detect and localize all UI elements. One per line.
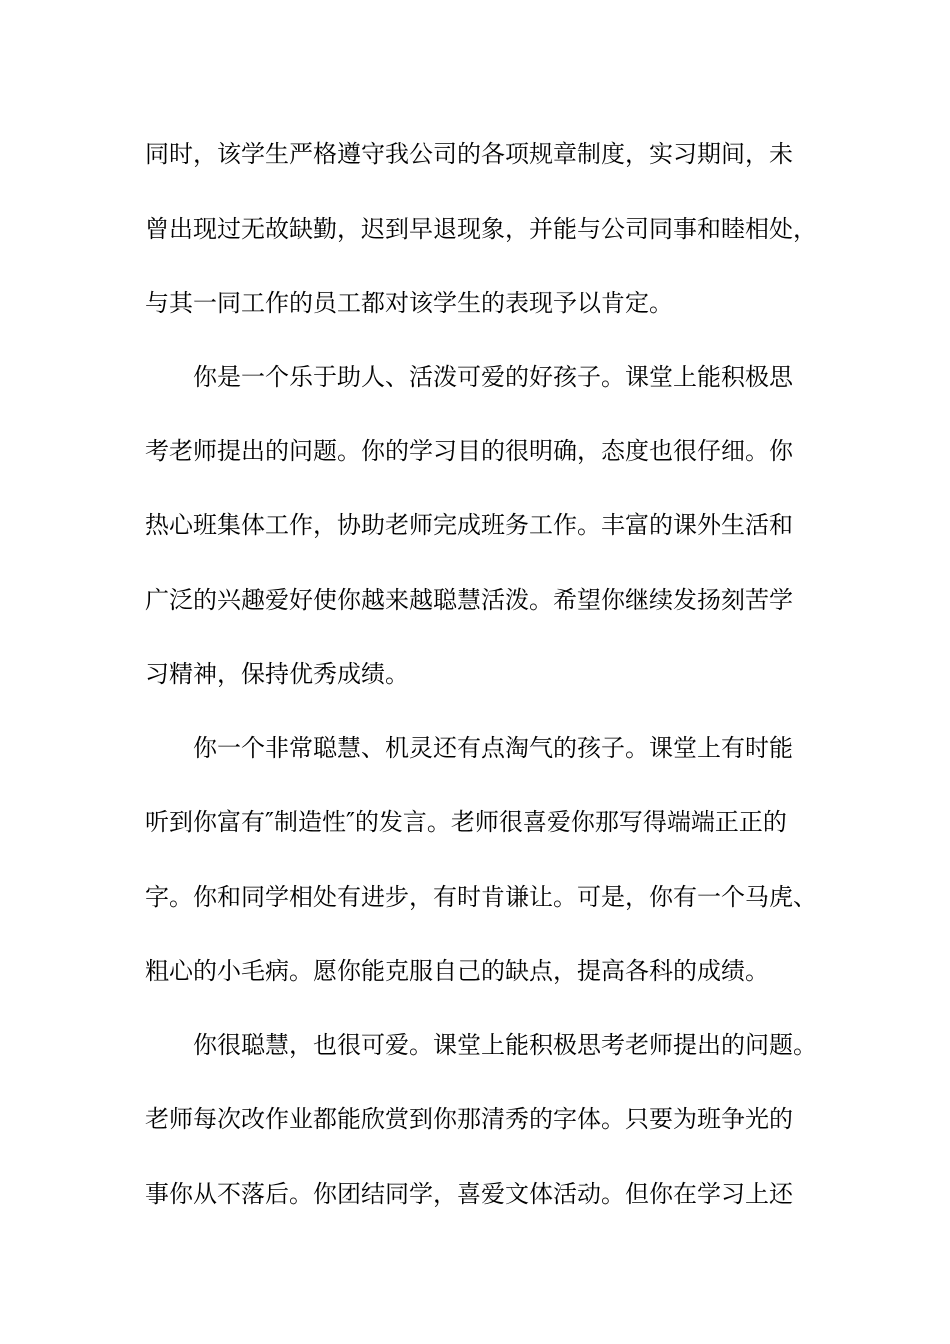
text-line: 考老师提出的问题。你的学习目的很明确，态度也很仔细。你 (145, 437, 793, 465)
text-line: 听到你富有″制造性″的发言。老师很喜爱你那写得端端正正的 (145, 808, 787, 836)
text-line: 与其一同工作的员工都对该学生的表现予以肯定。 (145, 289, 673, 317)
text-line: 同时，该学生严格遵守我公司的各项规章制度，实习期间，未 (145, 140, 793, 168)
text-line: 字。你和同学相处有进步，有时肯谦让。可是，你有一个马虎、 (145, 883, 817, 911)
text-line: 老师每次改作业都能欣赏到你那清秀的字体。只要为班争光的 (145, 1105, 793, 1133)
paragraph-first-line: 你是一个乐于助人、活泼可爱的好孩子。课堂上能积极思 (193, 363, 793, 391)
text-line: 曾出现过无故缺勤，迟到早退现象，并能与公司同事和睦相处， (145, 215, 817, 243)
paragraph-first-line: 你一个非常聪慧、机灵还有点淘气的孩子。课堂上有时能 (193, 734, 793, 762)
text-line: 习精神，保持优秀成绩。 (145, 660, 409, 688)
text-line: 热心班集体工作，协助老师完成班务工作。丰富的课外生活和 (145, 511, 793, 539)
text-line: 粗心的小毛病。愿你能克服自己的缺点，提高各科的成绩。 (145, 957, 769, 985)
text-line: 广泛的兴趣爱好使你越来越聪慧活泼。希望你继续发扬刻苦学 (145, 586, 793, 614)
text-line: 事你从不落后。你团结同学，喜爱文体活动。但你在学习上还 (145, 1180, 793, 1208)
paragraph-first-line: 你很聪慧，也很可爱。课堂上能积极思考老师提出的问题。 (193, 1031, 817, 1059)
